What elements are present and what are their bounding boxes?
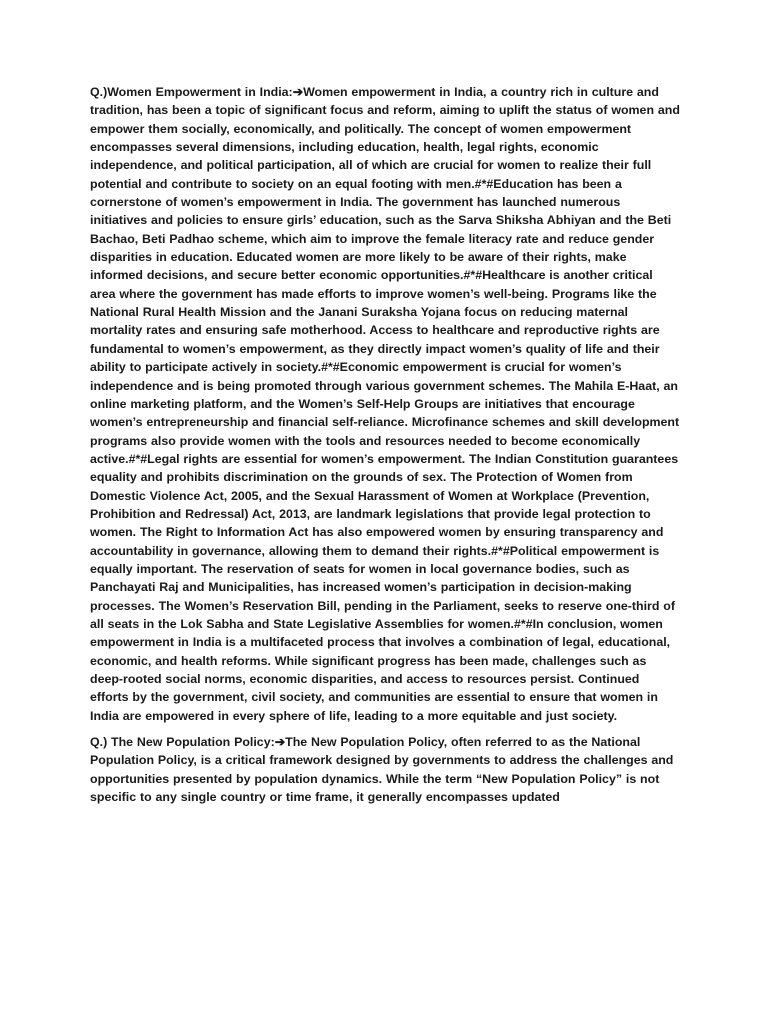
arrow-icon: ➔ <box>274 735 286 750</box>
question-heading: Q.) The New Population Policy: <box>90 735 275 750</box>
paragraph-text: The New Population Policy, often referred to as the National Population Policy, is a critical framework designed by governments to address the challenges and opportunities presented by population dynamics. While the term “New Population Policy” is not specific to any single country or time frame, it generally encompasses updated <box>90 735 674 805</box>
arrow-icon: ➔ <box>292 85 304 99</box>
paragraph-women-empowerment <box>90 83 680 725</box>
paragraph-population-policy <box>90 733 680 806</box>
document-body <box>90 83 680 814</box>
paragraph-text: Women empowerment in India, a country rich in culture and tradition, has been a topic of significant focus and reform, aiming to uplift the status of women and empower them socially, economically, and politically. The concept of women empowerment encompasses several dimensions, including education, health, legal rights, economic independence, and political participation, all of which are crucial for women to realize their full potential and contribute to society on an equal footing with men.#*#Education has been a cornerstone of women’s empowerment in India. The government has launched numerous initiatives and policies to ensure girls’ education, such as the Sarva Shiksha Abhiyan and the Beti Bachao, Beti Padhao scheme, which aim to improve the female literacy rate and reduce gender disparities in education. Educated women are more likely to be aware of their rights, make informed decisions, and secure better economic opportunities.#*#Healthcare is another critical area where the government has made efforts to improve women’s well-being. Programs like the National Rural Health Mission and the Janani Suraksha Yojana focus on reducing maternal mortality rates and ensuring safe motherhood. Access to healthcare and reproductive rights are fundamental to women’s empowerment, as they directly impact women’s quality of life and their ability to participate actively in society.#*#Economic empowerment is crucial for women’s independence and is being promoted through various government schemes. The Mahila E-Haat, an online marketing platform, and the Women’s Self-Help Groups are initiatives that encourage women’s entrepreneurship and financial self-reliance. Microfinance schemes and skill development programs also provide women with the tools and resources needed to become economically active.#*#Legal rights are essential for women’s empowerment. The Indian Constitution guarantees equality and prohibits discrimination on the grounds of sex. The Protection of Women from Domestic Violence Act, 2005, and the Sexual Harassment of Women at Workplace (Prevention, Prohibition and Redressal) Act, 2013, are landmark legislations that provide legal protection to women. The Right to Information Act has also empowered women by ensuring transparency and accountability in governance, allowing them to demand their rights.#*#Political empowerment is equally important. The reservation of seats for women in local governance bodies, such as Panchayati Raj and Municipalities, has increased women’s participation in decision-making processes. The Women’s Reservation Bill, pending in the Parliament, seeks to reserve one-third of all seats in the Lok Sabha and State Legislative Assemblies for women.#*#In conclusion, women empowerment in India is a multifaceted process that involves a combination of legal, educational, economic, and health reforms. While significant progress has been made, challenges such as deep-rooted social norms, economic disparities, and access to resources persist. Continued efforts by the government, civil society, and communities are essential to ensure that women in India are empowered in every sphere of life, leading to a more equitable and just society. <box>90 85 680 723</box>
question-heading: Q.)Women Empowerment in India: <box>90 85 293 99</box>
